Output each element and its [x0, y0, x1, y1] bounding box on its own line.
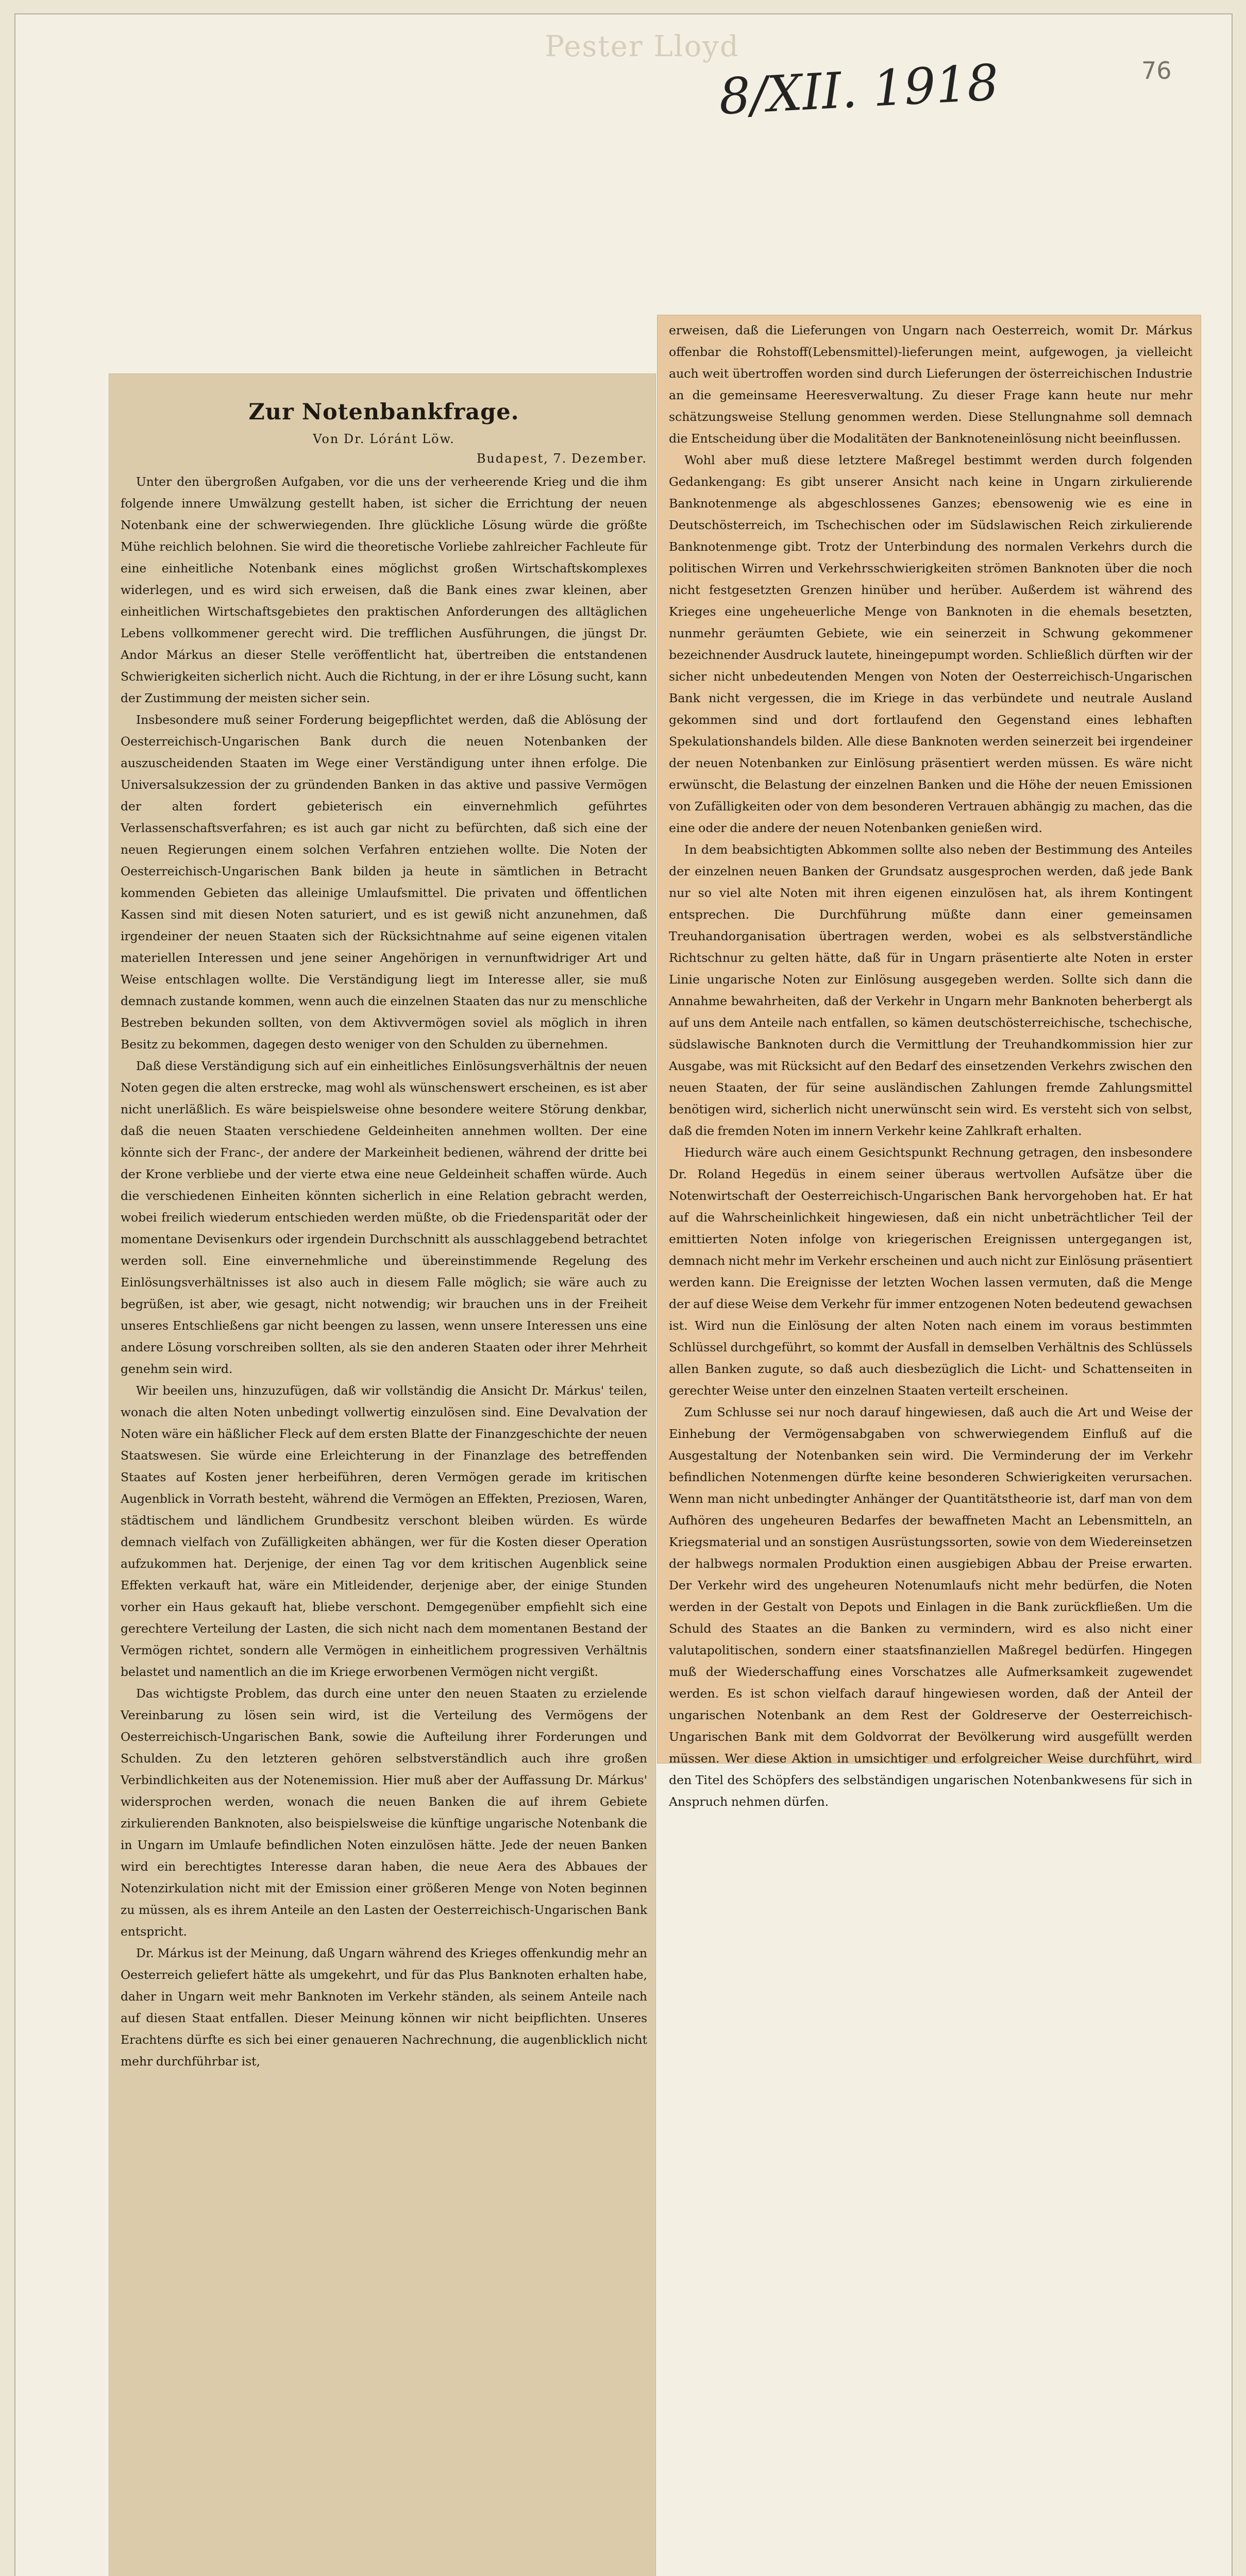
handwritten-date: 8/XII. 1918: [717, 53, 1000, 126]
paragraph: Hiedurch wäre auch einem Gesichtspunkt Rechnung getragen, den insbesondere Dr. Roland Hegedüs in einem seiner überaus wertvollen Aufsätze über die Notenwirtschaft der Oesterreichisch-Ungarischen Bank hervorgehoben hat. Er hat auf die Wahrscheinlichkeit hingewiesen, daß ein nicht unbeträchtlicher Teil der emittierten Noten infolge von kriegerischen Ereignissen untergegangen ist, demnach nicht mehr im Verkehr erscheinen und auch nicht zur Einlösung präsentiert werden kann. Die Ereignisse der letzten Wochen lassen vermuten, daß die Menge der auf diese Weise dem Verkehr für immer entzogenen Noten bedeutend gewachsen ist. Wird nun die Einlösung der alten Noten nach einem im voraus bestimmten Schlüssel durchgeführt, so kommt der Ausfall in demselben Verhältnis des Schlüssels allen Banken zugute, so daß auch diesbezüglich die Licht- und Schattenseiten in gerechter Weise unter den einzelnen Staaten verteilt erscheinen.: [669, 1145, 1192, 1398]
clipping-right-column: [658, 315, 1201, 1809]
paragraph: Insbesondere muß seiner Forderung beigepflichtet werden, daß die Ablösung der Oesterreichisch-Ungarischen Bank durch die neuen Notenbanken der auszuscheidenden Staaten im Wege einer Verständigung unter ihnen erfolge. Die Universalsukzession der zu gründenden Banken in das aktive und passive Vermögen der alten fordert gebieterisch ein einvernehmlich geführtes Verlassenschaftsverfahren; es ist auch gar nicht zu befürchten, daß sich eine der neuen Regierungen einem solchen Verfahren entziehen wollte. Die Noten der Oesterreichisch-Ungarischen Bank bilden ja heute in sämtlichen in Betracht kommenden Gebieten das alleinige Umlaufsmittel. Die privaten und öffentlichen Kassen sind mit diesen Noten saturiert, und es ist gewiß nicht anzunehmen, daß irgendeiner der neuen Staaten sich der Rücksichtnahme auf seine eigenen vitalen materiellen Interessen und jene seiner Angehörigen in vernunftwidriger Art und Weise entschlagen wollte. Die Verständigung liegt im Interesse aller, sie muß demnach zustande kommen, wenn auch die einzelnen Staaten das nur zu menschliche Bestreben bekunden sollten, von dem Aktivvermögen soviel als möglich in ihren Besitz zu bekommen, dagegen desto weniger von den Schulden zu übernehmen.: [121, 713, 647, 1052]
clipping-left-column: [109, 374, 655, 2576]
article-column-left: [121, 397, 647, 2576]
paragraph: Das wichtigste Problem, das durch eine unter den neuen Staaten zu erzielende Vereinbarung zu lösen sein wird, ist die Verteilung des Vermögens der Oesterreichisch-Ungarischen Bank, sowie die Aufteilung ihrer Forderungen und Schulden. Zu den letzteren gehören selbstverständlich auch ihre großen Verbindlichkeiten aus der Notenemission. Hier muß aber der Auffassung Dr. Márkus' widersprochen werden, wonach die neuen Banken die auf ihrem Gebiete zirkulierenden Banknoten, also beispielsweise die künftige ungarische Notenbank die in Ungarn im Umlaufe befindlichen Noten einzulösen hätte. Jede der neuen Banken wird ein berechtigtes Interesse daran haben, die neue Aera des Abbaues der Notenzirkulation nicht mit der Emission einer größeren Menge von Noten beginnen zu müssen, als es ihrem Anteile an den Lasten der Oesterreichisch-Ungarischen Bank entspricht.: [121, 1686, 647, 1939]
paragraph: Unter den übergroßen Aufgaben, vor die uns der verheerende Krieg und die ihm folgende innere Umwälzung gestellt haben, ist sicher die Errichtung der neuen Notenbank eine der schwerwiegenden. Ihre glückliche Lösung würde die größte Mühe reichlich belohnen. Sie wird die theoretische Vorliebe zahlreicher Fachleute für eine einheitliche Notenbank eines möglichst großen Wirtschaftskomplexes widerlegen, und es wird sich erweisen, daß die Bank eines zwar kleinen, aber einheitlichen Wirtschaftsgebietes den praktischen Anforderungen des alltäglichen Lebens vollkommener gerecht wird. Die trefflichen Ausführungen, die jüngst Dr. Andor Márkus an dieser Stelle veröffentlicht hat, übertreiben die entstandenen Schwierigkeiten sicherlich nicht. Auch die Richtung, in der er ihre Lösung sucht, kann der Zustimmung der meisten sicher sein.: [121, 474, 647, 705]
article-dateline: Budapest, 7. Dezember.: [476, 451, 647, 466]
paragraph: In dem beabsichtigten Abkommen sollte also neben der Bestimmung des Anteiles der einzelnen neuen Banken der Grundsatz ausgesprochen werden, daß jede Bank nur so viel alte Noten mit ihren eigenen einzulösen hat, als ihrem Kontingent entsprechen. Die Durchführung müßte dann einer gemeinsamen Treuhandorganisation übertragen werden, wobei es als selbstverständliche Richtschnur zu gelten hätte, daß für in Ungarn präsentierte alte Noten in erster Linie ungarische Noten zur Einlösung ausgegeben werden. Sollte sich dann die Annahme bewahrheiten, daß der Verkehr in Ungarn mehr Banknoten beherbergt als auf uns dem Anteile nach entfallen, so kämen deutschösterreichische, tschechische, südslawische Banknoten durch die Vermittlung der Treuhandkommission hier zur Ausgabe, was mit Rücksicht auf den Bedarf des einsetzenden Verkehrs zwischen den neuen Staaten, der für seine ausländischen Zahlungen fremde Zahlungsmittel benötigen wird, sicherlich nicht unerwünscht sein wird. Es versteht sich von selbst, daß die fremden Noten im innern Verkehr keine Zahlkraft erhalten.: [669, 842, 1192, 1138]
article-title: Zur Notenbankfrage.: [248, 399, 519, 425]
archive-number: 76: [1141, 57, 1172, 84]
paragraph: Dr. Márkus ist der Meinung, daß Ungarn während des Krieges offenkundig mehr an Oesterreich geliefert hätte als umgekehrt, und für das Plus Banknoten erhalten habe, daher in Ungarn weit mehr Banknoten im Verkehr ständen, als seinem Anteile nach auf diesen Staat entfallen. Dieser Meinung können wir nicht beipflichten. Unseres Erachtens dürfte es sich bei einer genaueren Nachrechnung, die augenblicklich nicht mehr durchführbar ist,: [121, 1946, 647, 2069]
paragraph: Wohl aber muß diese letztere Maßregel bestimmt werden durch folgenden Gedankengang: Es gibt unserer Ansicht nach keine in Ungarn zirkulierende Banknotenmenge als abgeschlossenes Ganzes; ebensowenig wie es eine in Deutschösterreich, im Tschechischen oder im Südslawischen Reich zirkulierende Banknotenmenge gibt. Trotz der Unterbindung des normalen Verkehrs durch die politischen Wirren und Verkehrsschwierigkeiten strömen Banknoten über die noch nicht festgesetzten Grenzen hinüber und herüber. Außerdem ist während des Krieges eine ungeheuerliche Menge von Banknoten in die ehemals besetzten, nunmehr geräumten Gebiete, wie ein seinerzeit in Schwung gekommener bezeichnender Ausdruck lautete, hineingepumpt worden. Schließlich dürften wir der sicher nicht unbedeutenden Mengen von Noten der Oesterreichisch-Ungarischen Bank nicht vergessen, die im Kriege in das verbündete und neutrale Ausland gekommen sind und dort fortlaufend den Gegenstand eines lebhaften Spekulationshandels bilden. Alle diese Banknoten werden seinerzeit bei irgendeiner der neuen Notenbanken zur Einlösung präsentiert werden müssen. Es wäre nicht erwünscht, die Belastung der einzelnen Banken und die Höhe der neuen Emissionen von Zufälligkeiten oder von dem besonderen Vertrauen abhängig zu machen, das die eine oder die andere der neuen Notenbanken genießen wird.: [669, 453, 1192, 835]
paragraph: Daß diese Verständigung sich auf ein einheitliches Einlösungsverhältnis der neuen Noten gegen die alten erstrecke, mag wohl als wünschenswert erscheinen, es ist aber nicht unerläßlich. Es wäre beispielsweise ohne besondere weitere Störung denkbar, daß die neuen Staaten verschiedene Geldeinheiten annehmen wollten. Der eine könnte sich der Franc-, der andere der Markeinheit bedienen, während der dritte bei der Krone verbliebe und der vierte etwa eine neue Geldeinheit schaffen würde. Auch die verschiedenen Einheiten könnten sicherlich in eine Relation gebracht werden, wobei freilich wiederum entschieden werden müßte, ob die Friedensparität oder der momentane Devisenkurs oder irgendein Durchschnitt als ausschlaggebend betrachtet werden soll. Eine einvernehmliche und übereinstimmende Regelung des Einlösungsverhältnisses ist also auch in diesem Falle möglich; sie wäre auch zu begrüßen, ist aber, wie gesagt, nicht notwendig; wir brauchen uns in der Freiheit unseres Entschließens gar nicht beengen zu lassen, wenn unsere Interessen uns eine andere Lösung vorschreiben sollten, als sie den anderen Staaten oder ihrer Mehrheit genehm sein wird.: [121, 1059, 647, 1376]
paragraph: Zum Schlusse sei nur noch darauf hingewiesen, daß auch die Art und Weise der Einhebung der Vermögensabgaben von schwerwiegendem Einfluß auf die Ausgestaltung der Notenbanken sein wird. Die Verminderung der im Verkehr befindlichen Notenmengen dürfte keine besonderen Schwierigkeiten verursachen. Wenn man nicht unbedingter Anhänger der Quantitätstheorie ist, darf man von dem Aufhören des ungeheuren Bedarfes der bewaffneten Macht an Lebensmitteln, an Kriegsmaterial und an sonstigen Ausrüstungssorten, sowie von dem Wiedereinsetzen der halbwegs normalen Produktion einen ausgiebigen Abbau der Preise erwarten. Der Verkehr wird des ungeheuren Notenumlaufs nicht mehr bedürfen, die Noten werden in der Gestalt von Depots und Einlagen in die Bank zurückfließen. Um die Schuld des Staates an die Banken zu vermindern, wird es also nicht einer valutapolitischen, sondern einer staatsfinanziellen Maßregel bedürfen. Hingegen muß der Wiederschaffung eines Vorschatzes alle Aufmerksamkeit zugewendet werden. Es ist schon vielfach darauf hingewiesen worden, daß der Anteil der ungarischen Notenbank an dem Rest der Goldreserve der Oesterreichisch-Ungarischen Bank mit dem Goldvorrat der Bevölkerung wird ausgefüllt werden müssen. Wer diese Aktion in umsichtiger und erfolgreicher Weise durchführt, wird den Titel des Schöpfers des selbständigen ungarischen Notenbankwesens für sich in Anspruch nehmen dürfen.: [669, 1405, 1192, 1809]
paragraph: erweisen, daß die Lieferungen von Ungarn nach Oesterreich, womit Dr. Márkus offenbar die Rohstoff(Lebensmittel)-lieferungen meint, aufgewogen, ja vielleicht auch weit übertroffen worden sind durch Lieferungen der österreichischen Industrie an die gemeinsame Heeresverwaltung. Zu dieser Frage kann heute nur mehr schätzungsweise Stellung genommen werden. Diese Stellungnahme soll demnach die Entscheidung über die Modalitäten der Banknoteneinlösung nicht beeinflussen.: [669, 323, 1192, 446]
article-column-right: [669, 319, 1192, 1809]
newspaper-masthead: Pester Lloyd: [545, 30, 739, 63]
paragraph: Wir beeilen uns, hinzuzufügen, daß wir vollständig die Ansicht Dr. Márkus' teilen, wonach die alten Noten unbedingt vollwertig einzulösen sind. Eine Devalvation der Noten wäre ein häßlicher Fleck auf dem ersten Blatte der Finanzgeschichte der neuen Staatswesen. Sie würde eine Erleichterung in der Finanzlage des betreffenden Staates auf Kosten jener herbeiführen, deren Vermögen gerade im kritischen Augenblick in Vorrath besteht, während die Vermögen an Effekten, Preziosen, Waren, städtischem und ländlichem Grundbesitz verschont bleiben würden. Es würde demnach vielfach von Zufälligkeiten abhängen, wer für die Kosten dieser Operation aufzukommen hat. Derjenige, der einen Tag vor dem kritischen Augenblick seine Effekten verkauft hat, wäre ein Mitleidender, derjenige aber, der einige Stunden vorher ein Haus gekauft hat, bliebe verschont. Demgegenüber empfiehlt sich eine gerechtere Verteilung der Lasten, die sich nicht nach dem momentanen Bestand der Vermögen richtet, sondern alle Vermögen in einheitlichem progressiven Verhältnis belastet und namentlich an die im Kriege erworbenen Vermögen nicht vergißt.: [121, 1383, 647, 1679]
article-byline: Von Dr. Lóránt Löw.: [313, 432, 455, 446]
